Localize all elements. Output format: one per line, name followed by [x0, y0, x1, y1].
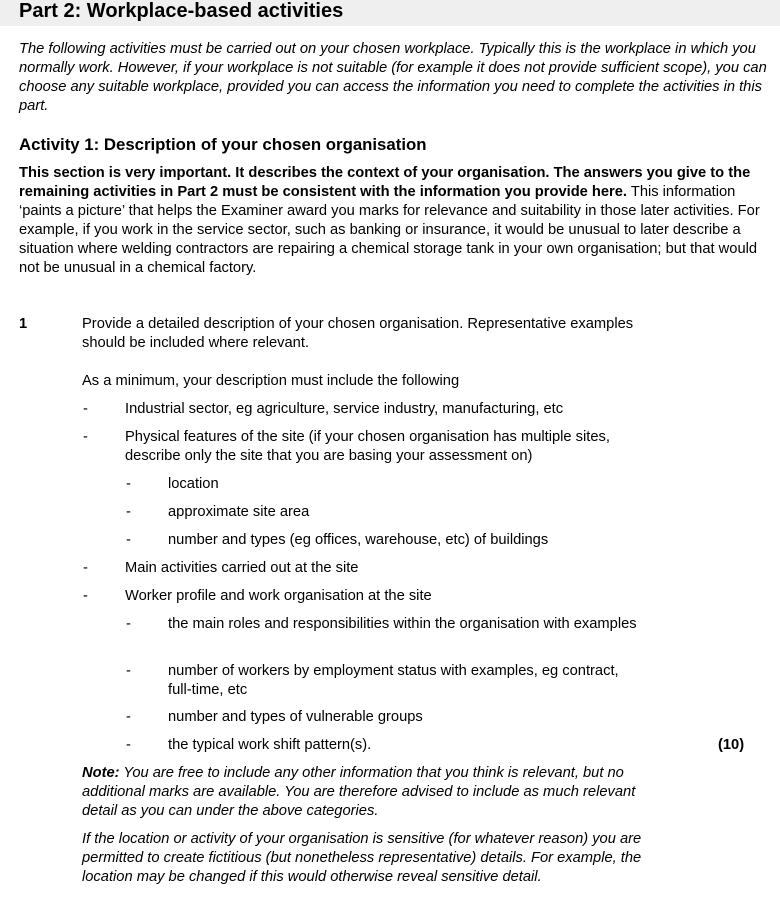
bullet-dash: -	[126, 709, 131, 725]
part-title: Part 2: Workplace-based activities	[19, 0, 344, 22]
activity-intro-emphasis: This section is very important. It describes the context of your organisation. The answers you give to the remaining activities in Part 2 must be consistent with the information you provide here.	[19, 165, 751, 200]
bullet-dash: -	[126, 476, 131, 492]
bullet-dash: -	[126, 504, 131, 520]
question-number: 1	[19, 316, 28, 332]
list-item: Worker profile and work organisation at the site	[125, 588, 432, 604]
list-item: Industrial sector, eg agriculture, service industry, manufacturing, etc	[125, 401, 564, 417]
note-text: You are free to include any other information that you think is relevant, but no additional marks are available. You are therefore advised to include as much relevant detail as you can under the above categories.	[82, 765, 636, 819]
bullet-dash: -	[83, 560, 88, 576]
list-item: number and types of vulnerable groups	[168, 709, 423, 725]
list-item: Physical features of the site (if your chosen organisation has multiple sites, describe only the site that you are basing your assessment on)	[125, 429, 610, 464]
activity-intro-text: This information ‘paints a picture’ that helps the Examiner award you marks for relevance and suitability in those later activities. For example, if you work in the service sector, such as banking or insurance, it would be unusual to later describe a situation where welding contractors are repairing a chemical storage tank in your own organisation; but that would not be unusual in a chemical factory.	[19, 184, 760, 276]
bullet-dash: -	[83, 588, 88, 604]
list-item: the main roles and responsibilities within the organisation with examples	[168, 616, 637, 632]
activity-title: Activity 1: Description of your chosen organisation	[19, 135, 427, 154]
list-item: location	[168, 476, 219, 492]
heading-bar	[0, 0, 780, 26]
minimum-intro: As a minimum, your description must include the following	[82, 373, 460, 389]
list-item: the typical work shift pattern(s).	[168, 737, 372, 753]
marks-label: (10)	[718, 737, 745, 753]
bullet-dash: -	[126, 616, 131, 632]
question-text: Provide a detailed description of your chosen organisation. Representative examples should be included where relevant.	[82, 316, 634, 351]
note-label: Note:	[82, 765, 120, 781]
bullet-dash: -	[126, 532, 131, 548]
bullet-dash: -	[83, 429, 88, 445]
note-paragraph	[82, 764, 672, 821]
list-item: approximate site area	[168, 504, 310, 520]
bullet-dash: -	[126, 663, 131, 679]
activity-intro	[19, 164, 764, 278]
intro-paragraph: The following activities must be carried out on your chosen workplace. Typically this is the workplace in which you normally work. However, if your workplace is not suitable (for example it does not provide sufficient scope), you can choose any suitable workplace, provided you can access the information you need to complete the activities in this part.	[19, 41, 767, 114]
list-item: Main activities carried out at the site	[125, 560, 359, 576]
list-item: number of workers by employment status with examples, eg contract, full-time, etc	[168, 663, 619, 698]
bullet-dash: -	[126, 737, 131, 753]
sensitive-note: If the location or activity of your organisation is sensitive (for whatever reason) you are permitted to create fictitious (but nonetheless representative) details. For example, the location may be changed if this would otherwise reveal sensitive detail.	[82, 831, 642, 885]
list-item: number and types (eg offices, warehouse, etc) of buildings	[168, 532, 549, 548]
bullet-dash: -	[83, 401, 88, 417]
